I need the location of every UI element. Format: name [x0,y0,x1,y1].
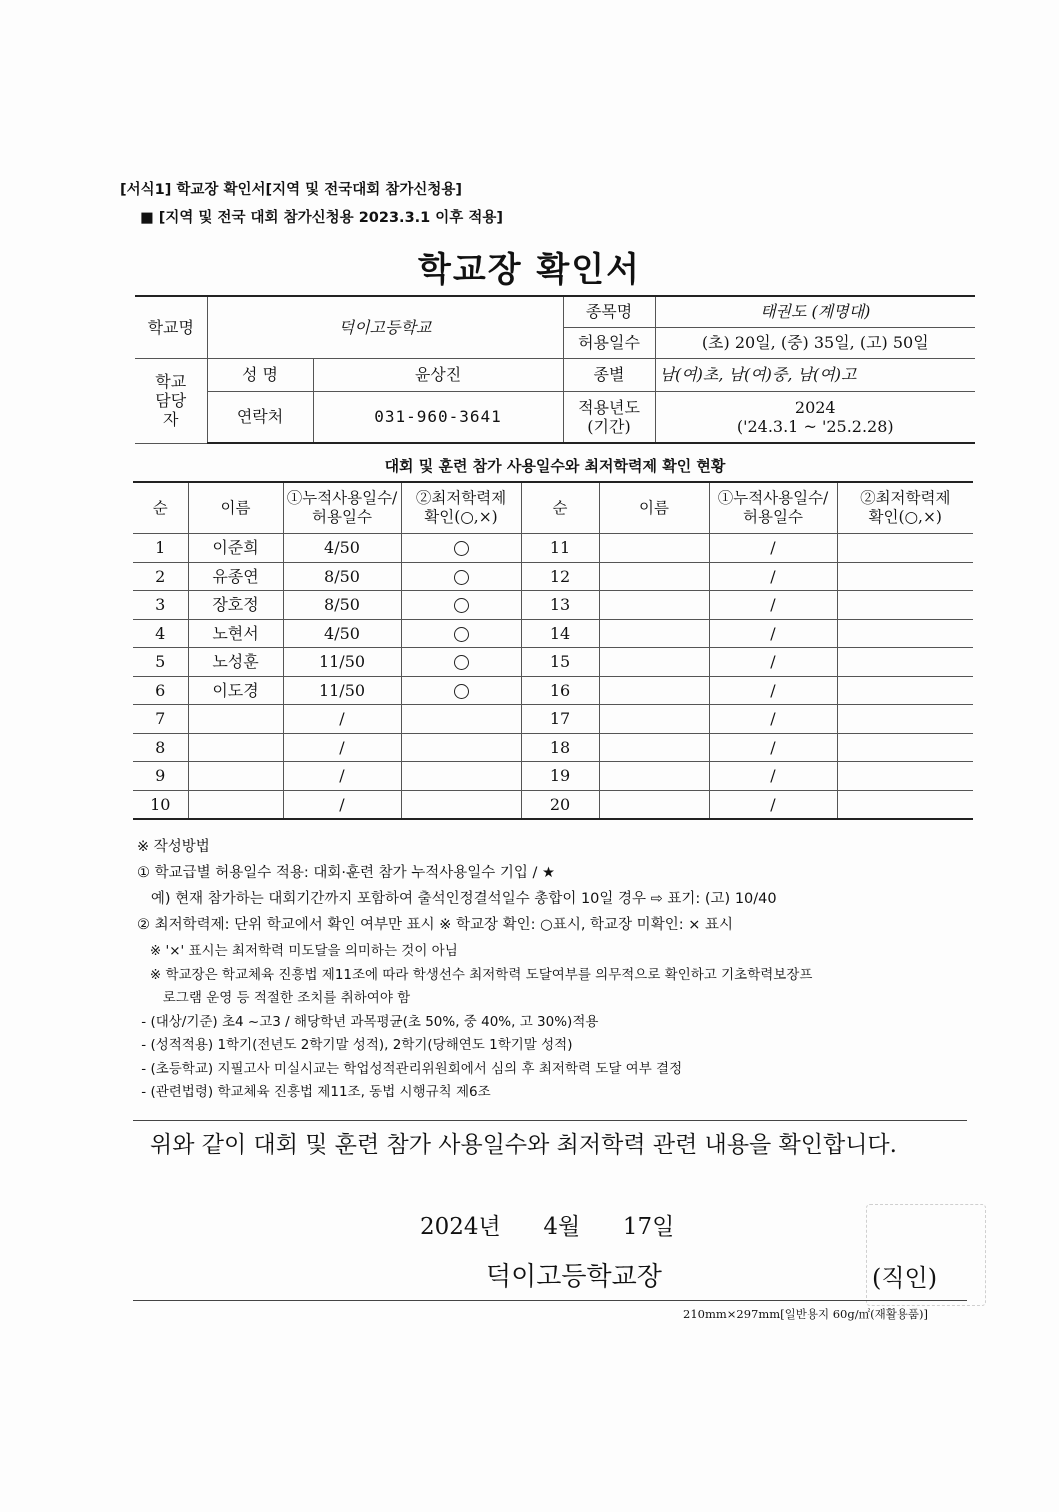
note-line: 로그램 운영 등 적절한 조치를 취하여야 함 [137,990,411,1006]
name-cell [599,676,709,705]
date-day: 17일 [622,1214,675,1240]
table-row [133,705,973,734]
section-title: 대회 및 훈련 참가 사용일수와 최저학력제 확인 현황 [384,457,726,475]
seq-cell: 14 [521,619,599,648]
table-row [133,676,973,705]
year-label: 적용년도 (기간) [563,392,655,444]
days-cell: 11/50 [283,676,401,705]
seq-cell: 19 [521,762,599,791]
table-row [133,733,973,762]
name-cell [188,733,283,762]
acad-cell [401,762,521,791]
contact-label: 연락처 [207,392,313,444]
header-acad-2: ②최저학력제 확인(○,×) [837,482,973,534]
sport-label: 종목명 [563,296,655,328]
header-acad: ②최저학력제 확인(○,×) [401,482,521,534]
year-value: 2024 ('24.3.1 ~ '25.2.28) [655,392,975,444]
seal-label: (직인) [872,1264,938,1292]
date-month: 4월 [543,1214,581,1240]
seq-cell: 16 [521,676,599,705]
seq-cell: 17 [521,705,599,734]
seq-cell: 11 [521,534,599,563]
acad-cell [401,619,521,648]
date-year: 2024년 [420,1214,501,1240]
seq-cell: 4 [133,619,188,648]
header-name-2: 이름 [599,482,709,534]
acad-cell [401,790,521,819]
days-cell: / [709,790,837,819]
days-cell: 8/50 [283,591,401,620]
seq-cell: 3 [133,591,188,620]
days-cell: / [709,619,837,648]
note-line: ※ '×' 표시는 최저학력 미도달을 의미하는 것이 아님 [137,943,458,959]
check-circle-icon [454,598,469,613]
name-cell: 이도경 [188,676,283,705]
acad-cell [401,534,521,563]
check-circle-icon [454,627,469,642]
seq-cell: 2 [133,562,188,591]
seq-cell: 7 [133,705,188,734]
name-value: 윤상진 [313,359,563,392]
note-line: 예) 현재 참가하는 대회기간까지 포함하여 출석인정결석일수 총합이 10일 경우 ⇨ 표기: (고) 10/40 [137,891,777,907]
name-cell [599,534,709,563]
days-cell: 8/50 [283,562,401,591]
name-cell [599,705,709,734]
name-cell: 노현서 [188,619,283,648]
acad-cell [401,733,521,762]
allowed-days-label: 허용일수 [563,328,655,359]
note-line: - (초등학교) 지필고사 미실시교는 학업성적관리위원회에서 심의 후 최저학력 도달 여부 결정 [137,1060,683,1077]
days-cell: / [283,762,401,791]
table-row [133,762,973,791]
acad-cell [401,591,521,620]
name-cell [188,790,283,819]
header-name: 이름 [188,482,283,534]
days-cell: / [283,733,401,762]
note-line: ※ 학교장은 학교체육 진흥법 제11조에 따라 학생선수 최저학력 도달여부를 의무적으로 확인하고 기초학력보장프 [137,966,813,983]
days-cell: / [283,705,401,734]
check-circle-icon [454,684,469,699]
seq-cell: 10 [133,790,188,819]
header-days: ①누적사용일수/ 허용일수 [283,482,401,534]
manager-label: 학교 담당자 [135,359,207,444]
note-line: - (관련법령) 학교체육 진흥법 제11조, 동법 시행규칙 제6조 [137,1084,491,1100]
name-cell: 유종연 [188,562,283,591]
check-circle-icon [454,570,469,585]
note-line: ※ 작성방법 [137,839,210,855]
check-circle-icon [454,541,469,556]
paper-spec: 210mm×297mm[일반용지 60g/㎡(재활용품)] [683,1307,928,1321]
days-cell: / [709,733,837,762]
days-cell: 11/50 [283,648,401,677]
acad-cell [837,562,973,591]
days-cell: / [709,705,837,734]
acad-cell [837,619,973,648]
form-subtitle: ■ [지역 및 전국 대회 참가신청용 2023.3.1 이후 적용] [140,210,504,226]
name-cell [599,591,709,620]
seq-cell: 15 [521,648,599,677]
document-title: 학교장 확인서 [418,250,641,290]
acad-cell [837,790,973,819]
confirmation-statement: 위와 같이 대회 및 훈련 참가 사용일수와 최저학력 관련 내용을 확인합니다. [150,1132,897,1158]
table-row [133,790,973,819]
table-row [133,648,973,677]
acad-cell [837,762,973,791]
roster-table [133,481,973,820]
acad-cell [837,591,973,620]
acad-cell [837,733,973,762]
name-label: 성 명 [207,359,313,392]
note-line: ② 최저학력제: 단위 학교에서 확인 여부만 표시 ※ 학교장 확인: ○표시, 학교장 미확인: × 표시 [137,917,733,933]
name-cell [188,705,283,734]
name-cell [599,790,709,819]
table-row [133,562,973,591]
seq-cell: 18 [521,733,599,762]
writing-instructions [137,835,977,1104]
name-cell [599,648,709,677]
days-cell: / [709,762,837,791]
table-row [133,619,973,648]
acad-cell [401,648,521,677]
note-line: ① 학교급별 허용일수 적용: 대회·훈련 참가 누적사용일수 기입 / ★ [137,865,556,881]
acad-cell [401,676,521,705]
header-seq: 순 [133,482,188,534]
seq-cell: 12 [521,562,599,591]
form-label: [서식1] 학교장 확인서[지역 및 전국대회 참가신청용] [120,182,462,198]
school-label: 학교명 [135,296,207,359]
name-cell [599,619,709,648]
contact-value: 031-960-3641 [313,392,563,444]
name-cell [188,762,283,791]
info-table [135,295,975,444]
acad-cell [837,676,973,705]
days-cell: 4/50 [283,619,401,648]
acad-cell [837,534,973,563]
period-value: ('24.3.1 ~ '25.2.28) [736,417,894,436]
acad-cell [837,648,973,677]
school-name: 덕이고등학교 [207,296,563,359]
seq-cell: 20 [521,790,599,819]
divider [133,1120,967,1121]
days-cell: / [709,648,837,677]
acad-cell [401,562,521,591]
note-line: - (성적적용) 1학기(전년도 2학기말 성적), 2학기(당해연도 1학기말 성적) [137,1037,573,1053]
principal-name: 덕이고등학교장 [486,1262,662,1292]
acad-cell [401,705,521,734]
header-seq-2: 순 [521,482,599,534]
days-cell: / [709,562,837,591]
name-cell: 노성훈 [188,648,283,677]
table-row [133,591,973,620]
note-line: - (대상/기준) 초4 ~고3 / 해당학년 과목평균(초 50%, 중 40%, 고 30%)적용 [137,1013,599,1030]
bottom-divider [133,1300,967,1301]
check-circle-icon [454,655,469,670]
sport-value: 태권도 (계명대) [655,296,975,328]
category-label: 종별 [563,359,655,392]
seq-cell: 5 [133,648,188,677]
name-cell: 이준희 [188,534,283,563]
header-days-2: ①누적사용일수/ 허용일수 [709,482,837,534]
acad-cell [837,705,973,734]
name-cell: 장호정 [188,591,283,620]
days-cell: / [283,790,401,819]
table-row [133,534,973,563]
name-cell [599,762,709,791]
seq-cell: 6 [133,676,188,705]
name-cell [599,562,709,591]
days-cell: / [709,591,837,620]
days-cell: / [709,676,837,705]
allowed-days-value: (초) 20일, (중) 35일, (고) 50일 [655,328,975,359]
seq-cell: 8 [133,733,188,762]
days-cell: / [709,534,837,563]
category-value: 남(여)초, 남(여)중, 남(여)고 [655,359,975,392]
name-cell [599,733,709,762]
seq-cell: 9 [133,762,188,791]
days-cell: 4/50 [283,534,401,563]
seq-cell: 13 [521,591,599,620]
seq-cell: 1 [133,534,188,563]
issue-date [420,1208,674,1241]
